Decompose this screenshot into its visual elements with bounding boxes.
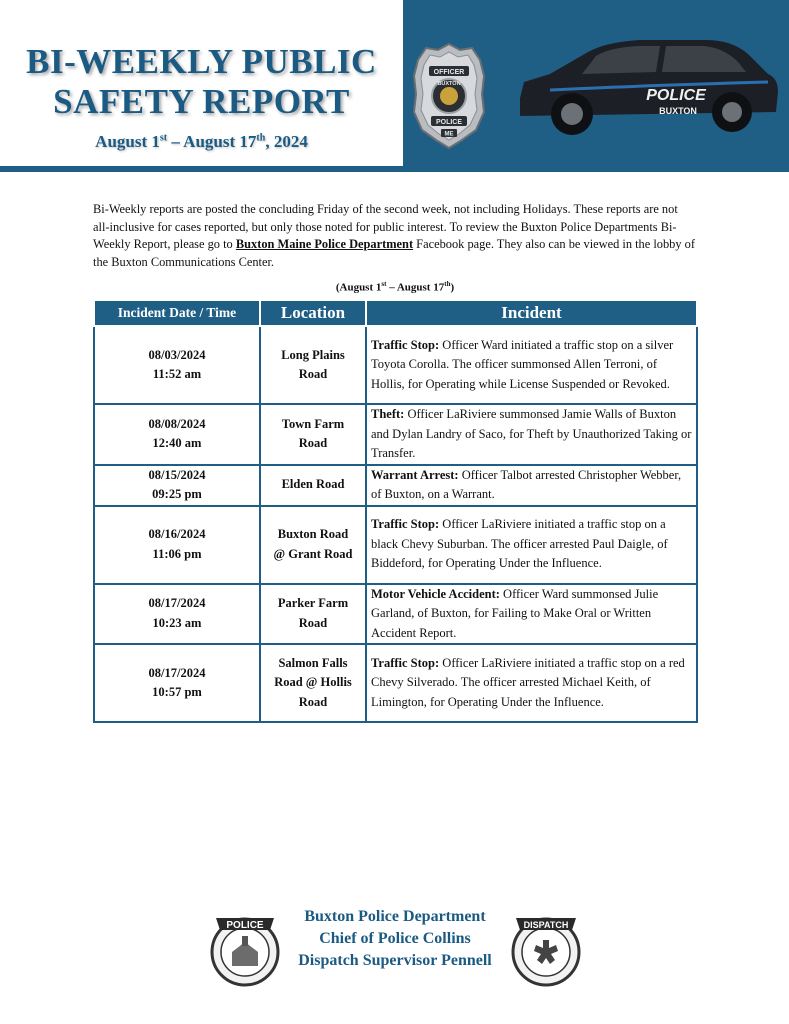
incident-date: 08/16/2024 xyxy=(148,527,206,541)
table-row xyxy=(94,326,697,404)
incident-location xyxy=(260,404,366,465)
report-header xyxy=(0,0,789,172)
incident-type: Traffic Stop: xyxy=(371,337,440,352)
incident-time: 12:40 am xyxy=(152,436,202,451)
facebook-page-link[interactable]: Buxton Maine Police Department xyxy=(235,237,414,251)
incident-description xyxy=(366,465,697,506)
period-end-suffix: th xyxy=(444,280,451,288)
date-end: – August 17 xyxy=(167,132,257,151)
incident-type: Warrant Arrest: xyxy=(371,467,459,482)
incident-time: 10:23 am xyxy=(152,615,202,630)
incident-type: Traffic Stop: xyxy=(371,655,440,670)
car-text-town: BUXTON xyxy=(659,106,697,116)
incident-time: 11:52 am xyxy=(152,367,202,381)
intro-text-before: Bi-Weekly reports are posted the concluding Friday of the second week, not including Holidays. These reports are not all-inclusive for cases reported, but only those noted for public interest. To review the Buxton Police Departments Bi-Weekly Report, please go to xyxy=(93,202,678,251)
period-start: (August 1 xyxy=(335,281,382,294)
badge-text-top: OFFICER xyxy=(433,69,465,76)
footer-signature xyxy=(270,906,520,972)
incident-date-time xyxy=(94,326,260,404)
incident-location xyxy=(260,465,366,506)
report-title-line2: SAFETY REPORT xyxy=(53,82,350,121)
report-date-range xyxy=(0,132,403,152)
badge-text-mid: BUXTON xyxy=(437,81,461,87)
period-end: – August 17 xyxy=(386,281,445,294)
incident-text: Officer LaRiviere initiated a traffic stop on a black Chevy Suburban. The officer arrested Paul Daigle, of Biddeford, for Operating Under the Influence. xyxy=(371,517,668,571)
table-row xyxy=(94,465,697,506)
seal-left-text: POLICE xyxy=(226,920,264,931)
location-line: Road xyxy=(298,615,328,630)
incident-text: Officer LaRiviere summonsed Jamie Walls of Buxton and Dylan Landry of Saco, for Theft by Unauthorized Taking or Transfer. xyxy=(371,407,692,460)
report-title xyxy=(0,42,403,122)
location-line: @ Grant Road xyxy=(273,546,353,561)
incident-time: 09:25 pm xyxy=(152,487,202,501)
incident-text: Officer Talbot arrested Christopher Webber, of Buxton, on a Warrant. xyxy=(371,467,682,501)
period-start-suffix: st xyxy=(381,280,387,288)
incident-date-time xyxy=(94,644,260,722)
location-line: Buxton Road xyxy=(277,527,349,541)
table-row xyxy=(94,584,697,645)
car-text-police: POLICE xyxy=(646,87,706,104)
police-car-icon xyxy=(510,20,782,146)
location-line: Salmon Falls xyxy=(278,655,348,670)
incident-text: Officer Ward summonsed Julie Garland, of Buxton, for Failing to Make Oral or Written Accident Report. xyxy=(371,586,659,640)
incident-date-time xyxy=(94,584,260,645)
incident-description xyxy=(366,506,697,584)
incident-location xyxy=(260,584,366,645)
incident-date: 08/15/2024 xyxy=(148,467,206,482)
police-badge-icon xyxy=(410,40,488,152)
incident-date: 08/17/2024 xyxy=(148,665,206,680)
table-row xyxy=(94,644,697,722)
column-header-date-time: Incident Date / Time xyxy=(94,300,260,326)
incident-table xyxy=(93,299,696,723)
location-line: Parker Farm xyxy=(277,596,349,611)
date-end-suffix: th xyxy=(256,132,266,144)
table-row xyxy=(94,506,697,584)
incident-location xyxy=(260,644,366,722)
incident-description xyxy=(366,584,697,645)
footer-chief: Chief of Police Collins xyxy=(319,930,471,947)
footer-department: Buxton Police Department xyxy=(304,908,486,925)
incident-time: 11:06 pm xyxy=(152,546,202,561)
badge-text-bottom: POLICE xyxy=(435,119,463,126)
badge-state: ME xyxy=(444,131,454,138)
location-line: Road xyxy=(298,694,328,709)
table-header-row xyxy=(94,300,697,326)
report-title-line1: BI-WEEKLY PUBLIC xyxy=(26,42,377,81)
incident-type: Theft: xyxy=(371,407,405,421)
location-line: Town Farm xyxy=(281,416,345,431)
incident-date-time xyxy=(94,404,260,465)
column-header-incident: Incident xyxy=(366,300,697,326)
incident-date-time xyxy=(94,506,260,584)
location-line: Road xyxy=(298,436,328,451)
incident-time: 10:57 pm xyxy=(152,685,202,699)
column-header-location: Location xyxy=(260,300,366,326)
date-start: August 1 xyxy=(95,132,160,151)
header-divider xyxy=(0,166,789,172)
intro-paragraph xyxy=(93,201,697,271)
report-period xyxy=(93,280,697,294)
location-line: Road xyxy=(298,367,328,381)
date-start-suffix: st xyxy=(159,132,168,144)
period-close: ) xyxy=(450,281,455,294)
incident-text: Officer LaRiviere initiated a traffic stop on a red Chevy Silverado. The officer arrested Michael Keith, of Limington, for Operating Under the Influence. xyxy=(371,655,685,709)
seal-right-text: DISPATCH xyxy=(523,920,569,930)
incident-date-time xyxy=(94,465,260,506)
date-year: , 2024 xyxy=(265,132,308,151)
location-line: Long Plains xyxy=(281,347,345,362)
incident-type: Traffic Stop: xyxy=(371,517,440,532)
incident-date: 08/08/2024 xyxy=(148,416,206,431)
location-line: Road @ Hollis xyxy=(274,675,352,690)
intro-text-after: Facebook page. They also can be viewed in the lobby of the Buxton Communications Center. xyxy=(93,237,695,269)
incident-description xyxy=(366,404,697,465)
incident-location xyxy=(260,506,366,584)
dispatch-seal-icon xyxy=(510,908,582,988)
incident-text: Officer Ward initiated a traffic stop on a silver Toyota Corolla. The officer summonsed Allen Terroni, of Hollis, for Operating while License Suspended or Revoked. xyxy=(371,337,674,391)
incident-type: Motor Vehicle Accident: xyxy=(371,586,500,601)
footer-dispatch-supervisor: Dispatch Supervisor Pennell xyxy=(298,952,492,969)
incident-date: 08/17/2024 xyxy=(148,596,206,611)
table-row xyxy=(94,404,697,465)
incident-description xyxy=(366,326,697,404)
incident-date: 08/03/2024 xyxy=(148,347,206,362)
incident-description xyxy=(366,644,697,722)
incident-location xyxy=(260,326,366,404)
location-line: Elden Road xyxy=(281,477,345,492)
